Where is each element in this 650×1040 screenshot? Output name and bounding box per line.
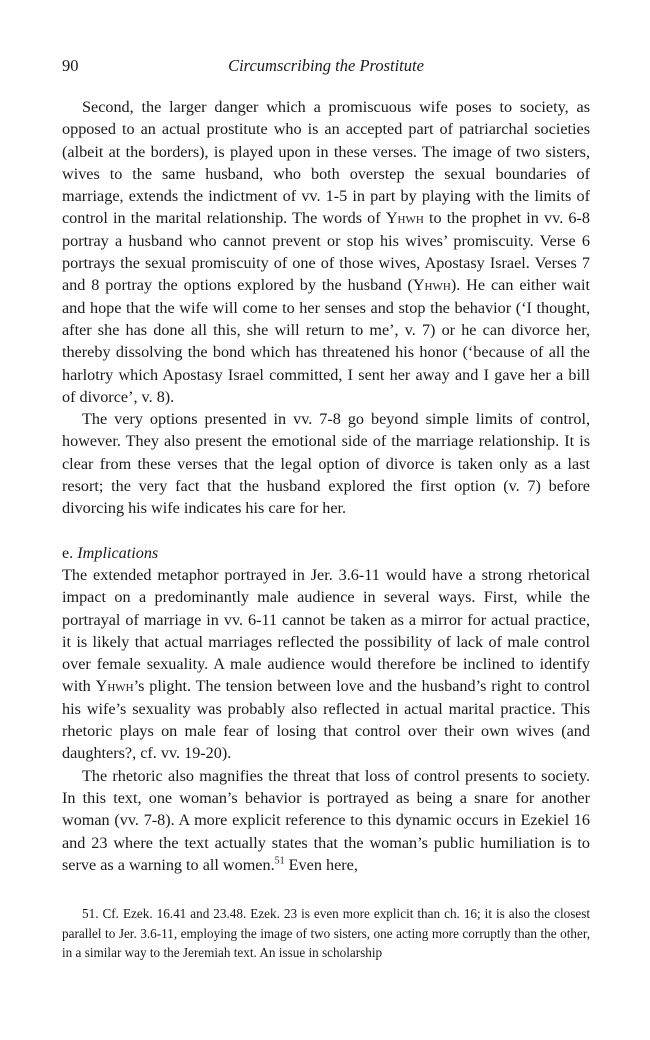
body-text [62, 96, 590, 876]
book-page [62, 54, 590, 963]
section-title: Implications [77, 543, 159, 562]
paragraph-2: The very options presented in vv. 7-8 go beyond simple limits of control, however. They also present the emotional side of the marriage relationship. It is clear from these verses that the legal option of divorce is taken only as a last resort; the very fact that the husband explored the first option (v. 7) before divorcing his wife indicates his care for her. [62, 410, 590, 518]
page-number: 90 [62, 56, 79, 75]
divine-name: Yhwh [95, 677, 134, 696]
footnote-number: 51. [82, 906, 99, 922]
running-head [62, 54, 590, 78]
footnote-reference[interactable]: 51 [274, 855, 285, 867]
running-title: Circumscribing the Prostitute [228, 56, 424, 75]
divine-name: Yhwh [385, 209, 424, 228]
footnote [62, 904, 590, 963]
paragraph-4: The rhetoric also magnifies the threat that loss of control presents to society. In this text, one woman’s behavior is portrayed as being a snare for another woman (vv. 7-8). A more explicit reference to this dynamic occurs in Ezekiel 16 and 23 where the text actually states that the woman’s public humiliation is to serve as a warning to all women.$^{51}$ Even here, [62, 766, 590, 874]
paragraph-1: Second, the larger danger which a promiscuous wife poses to society, as opposed to an actual prostitute who is an accepted part of patriarchal societies (albeit at the borders), is played upon in these verses. The image of two sisters, wives to the same husband, who both overstep the sexual boundaries of marriage, extends the indictment of vv. 1-5 in part by playing with the limits of control in the marital relationship. The words of Yhwh to the prophet in vv. 6-8 portray a husband who cannot prevent or stop his wives’ promiscuity. Verse 6 portrays the sexual promiscuity of one of those wives, Apostasy Israel. Verses 7 and 8 portray the options explored by the husband (Yhwh). He can either wait and hope that the wife will come to her senses and stop the behavior (‘I thought, after she has done all this, she will return to me’, v. 7) or he can divorce her, thereby dissolving the bond which has threatened his honor (‘because of all the harlotry which Apostasy Israel committed, I sent her away and I gave her a bill of divorce’, v. 8). [62, 98, 590, 406]
footnote-text: Cf. Ezek. 16.41 and 23.48. Ezek. 23 is even more explicit than ch. 16; it is also the closest parallel to Jer. 3.6-11, employing the image of two sisters, one acting more corruptly than the other, in a similar way to the Jeremiah text. An issue in scholarship [62, 906, 591, 961]
section-heading [62, 542, 590, 564]
section-label: e. [62, 543, 74, 562]
footnotes [62, 904, 590, 963]
paragraph-3: The extended metaphor portrayed in Jer. 3.6-11 would have a strong rhetorical impact on a predominantly male audience in several ways. First, while the portrayal of marriage in vv. 6-11 cannot be taken as a mirror for actual practice, it is likely that actual marriages reflected the possibility of lack of male control over female sexuality. A male audience would therefore be inclined to identify with Yhwh’s plight. The tension between love and the husband’s right to control his wife’s sexuality was probably also reflected in actual marital practice. This rhetoric plays on male fear of losing that control over their own wives (and daughters?, cf. vv. 19-20). [62, 565, 590, 763]
divine-name: Yhwh [412, 276, 451, 295]
